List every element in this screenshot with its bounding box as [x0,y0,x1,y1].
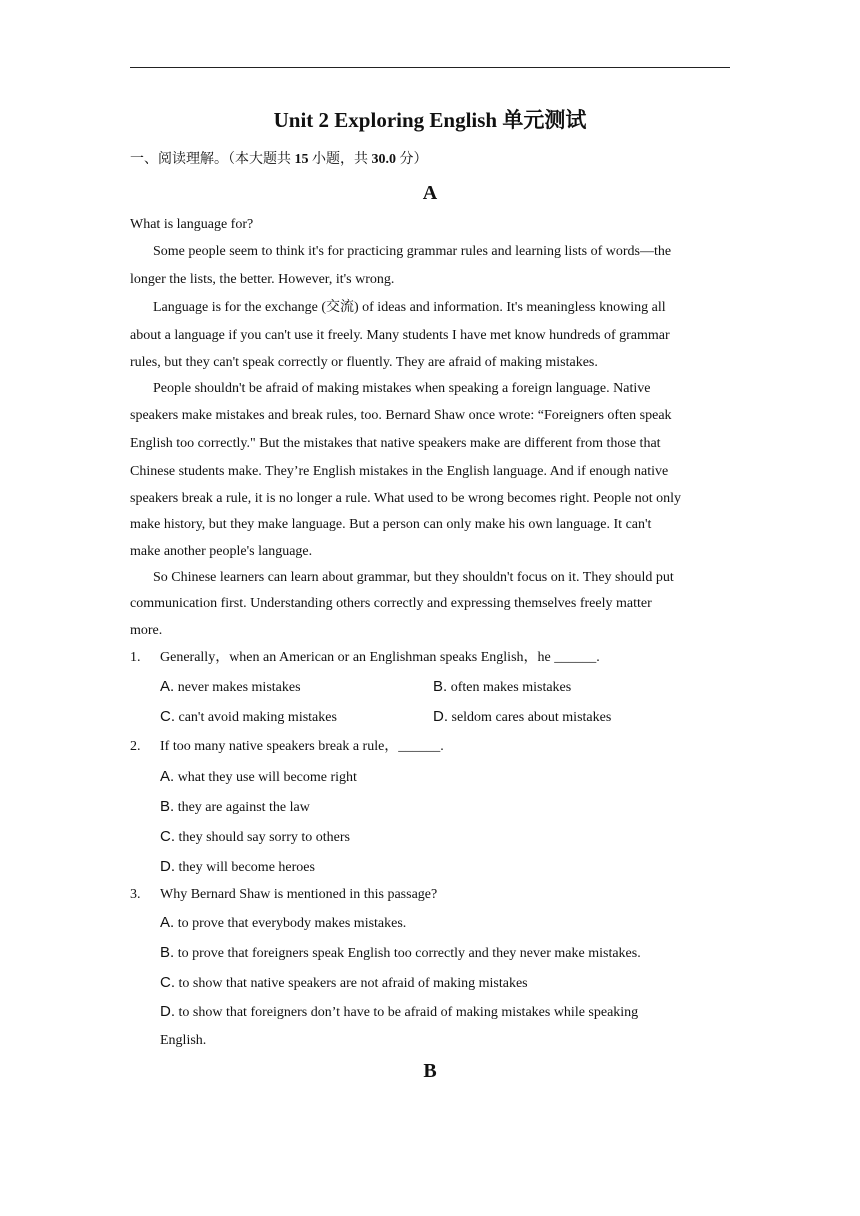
option-text: to show that foreigners don’t have to be afraid of making mistakes while speaking [175,1005,639,1020]
option-letter: B. [160,798,175,815]
passage-line: make history, but they make language. But a person can only make his own language. It can't [130,517,652,532]
passage-b-heading: B [423,1060,437,1082]
option-text: seldom cares about mistakes [448,710,612,725]
question-text: Why Bernard Shaw is mentioned in this passage? [160,887,438,902]
option-text: to show that native speakers are not afraid of making mistakes [175,976,528,991]
section-count: 15 [294,152,309,167]
option-text: to prove that everybody makes mistakes. [174,916,407,931]
passage-a-heading: A [422,182,438,204]
passage-line: Language is for the exchange (交流) of ideas and information. It's meaningless knowing all [153,300,666,315]
answer-option[interactable] [160,797,310,818]
answer-option[interactable] [160,677,301,698]
question-text: If too many native speakers break a rule，______. [160,739,444,754]
section-heading [130,150,428,170]
answer-option[interactable] [433,707,611,728]
option-letter: B. [160,944,175,961]
passage-line: more. [130,623,163,638]
option-text: often makes mistakes [447,680,572,695]
page-title: Unit 2 Exploring English 单元测试 [273,108,587,132]
section-prefix: 一、阅读理解。（本大题共 [130,152,295,167]
answer-option[interactable] [160,827,350,848]
option-letter: D. [160,1003,175,1020]
answer-option[interactable] [160,767,357,788]
option-text: what they use will become right [174,770,357,785]
option-letter: A. [160,914,175,931]
option-letter: C. [160,974,175,991]
option-letter: C. [160,708,175,725]
option-text: never makes mistakes [174,680,301,695]
section-score: 30.0 [371,152,396,167]
option-letter: C. [160,828,175,845]
option-text: they will become heroes [175,860,315,875]
header-rule [130,67,730,68]
passage-line: speakers break a rule, it is no longer a rule. What used to be wrong becomes right. People not only [130,491,682,506]
passage-line: communication first. Understanding others correctly and expressing themselves freely matter [130,596,652,611]
passage-line: longer the lists, the better. However, it's wrong. [130,272,395,287]
answer-option[interactable] [160,707,337,728]
question-number: 3. [130,887,141,902]
option-letter: D. [433,708,448,725]
answer-option[interactable] [433,677,571,698]
answer-option[interactable] [160,913,406,934]
passage-line: What is language for? [130,217,254,232]
answer-option[interactable] [160,973,528,994]
passage-line: English too correctly." But the mistakes that native speakers make are different from those that [130,436,661,451]
passage-line: Some people seem to think it's for practicing grammar rules and learning lists of words—the [153,244,672,259]
option-text: they are against the law [174,800,310,815]
passage-line: speakers make mistakes and break rules, too. Bernard Shaw once wrote: “Foreigners often speak [130,408,672,423]
section-suffix: 分） [396,152,428,167]
option-letter: D. [160,858,175,875]
passage-line: make another people's language. [130,544,313,559]
question-number: 2. [130,739,141,754]
option-letter: B. [433,678,448,695]
passage-line: Chinese students make. They’re English mistakes in the English language. And if enough native [130,464,669,479]
section-mid: 小题，共 [308,152,372,167]
passage-line: People shouldn't be afraid of making mistakes when speaking a foreign language. Native [153,381,651,396]
passage-line: rules, but they can't speak correctly or fluently. They are afraid of making mistakes. [130,355,598,370]
option-text: can't avoid making mistakes [175,710,337,725]
question-text: Generally，when an American or an Englishman speaks English，he ______. [160,650,600,665]
passage-line: So Chinese learners can learn about grammar, but they shouldn't focus on it. They should put [153,570,674,585]
answer-option[interactable] [160,1002,638,1023]
option-continuation: English. [160,1033,207,1048]
answer-option[interactable] [160,943,641,964]
passage-line: about a language if you can't use it freely. Many students I have met know hundreds of grammar [130,328,670,343]
option-letter: A. [160,678,175,695]
option-text: to prove that foreigners speak English too correctly and they never make mistakes. [174,946,641,961]
question-number: 1. [130,650,141,665]
answer-option[interactable] [160,857,315,878]
option-text: they should say sorry to others [175,830,350,845]
option-letter: A. [160,768,175,785]
